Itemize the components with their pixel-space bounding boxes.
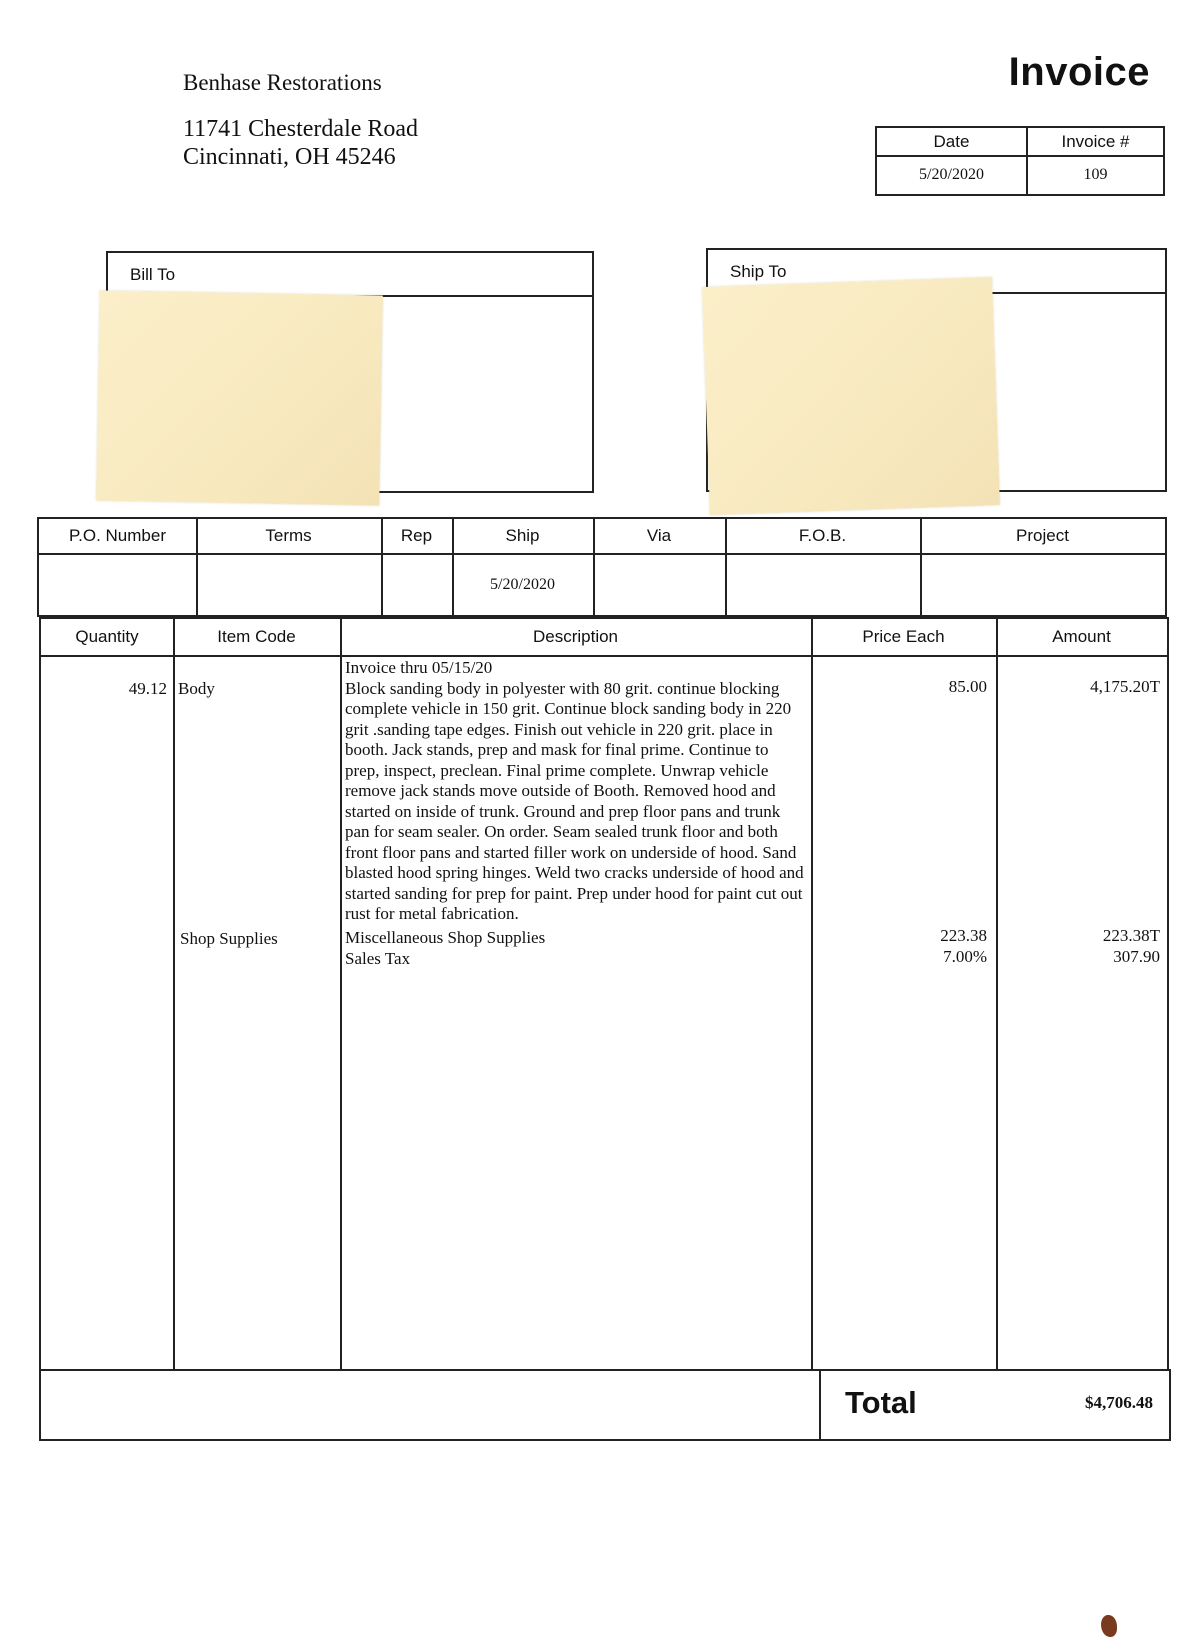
invoice-meta-box <box>875 126 1165 196</box>
po-number-header: P.O. Number <box>39 519 196 555</box>
fob-header: F.O.B. <box>725 519 920 555</box>
fob-value <box>725 555 920 615</box>
via-value <box>593 555 725 615</box>
ship-header: Ship <box>452 519 593 555</box>
ship-date-value: 5/20/2020 <box>490 576 555 593</box>
invoice-number-label: Invoice # <box>1026 128 1163 157</box>
quantity-header: Quantity <box>75 627 139 646</box>
description-header: Description <box>532 627 619 646</box>
company-name: Benhase Restorations <box>183 70 382 95</box>
total-value: $4,706.48 <box>1085 1393 1153 1412</box>
terms-header: Terms <box>196 519 381 555</box>
rep-header: Rep <box>381 519 452 555</box>
paper-stain-mark <box>1101 1615 1117 1637</box>
row2-price-each: 223.38 <box>940 926 987 945</box>
rep-value <box>381 555 452 615</box>
column-divider <box>340 619 342 1369</box>
date-label: Date <box>877 128 1026 157</box>
row1-price-each: 85.00 <box>948 677 987 696</box>
project-header: Project <box>920 519 1165 555</box>
line-items-table <box>39 617 1169 1371</box>
total-label: Total <box>845 1385 917 1420</box>
amount-header: Amount <box>1052 627 1111 646</box>
invoice-number: 109 <box>1026 155 1163 194</box>
row2-amount: 223.38T <box>1102 926 1160 945</box>
document-title: Invoice <box>1008 50 1150 94</box>
company-address-line2: Cincinnati, OH 45246 <box>183 144 396 170</box>
bill-to-label: Bill To <box>130 265 176 284</box>
terms-value <box>196 555 381 615</box>
description-intro: Invoice thru 05/15/20 <box>345 658 493 677</box>
row2-item-code: Shop Supplies <box>180 929 278 948</box>
ship-to-label: Ship To <box>730 262 787 281</box>
company-address <box>183 115 418 171</box>
price-each-header: Price Each <box>862 627 945 646</box>
redaction-sticky-note-ship-to <box>702 277 1000 515</box>
row3-price-each: 7.00% <box>943 947 987 966</box>
row3-amount: 307.90 <box>1113 947 1160 966</box>
po-number-value <box>39 555 196 615</box>
column-divider <box>725 519 727 615</box>
bill-to-header <box>108 253 592 297</box>
row1-quantity: 49.12 <box>128 679 167 698</box>
via-header: Via <box>593 519 725 555</box>
row1-description: Block sanding body in polyester with 80 grit. continue blocking complete vehicle in 150 grit. Continue block sanding body in 220 grit .sanding tape edges. Finish out vehicle in 220 grit. place in booth. Jack stands, prep and mask for final prime. Continue to prep, inspect, preclean. Final prime complete. Unwrap vehicle remove jack stands move outside of Booth. Removed hood and started on inside of trunk. Ground and prep floor pans and trunk pan for seam sealer. On order. Seam sealed trunk floor and both front floor pans and started filler work on underside of hood. Sand blasted hood spring hinges. Weld two cracks underside of hood and started sanding for prep for paint. Prep under hood for paint cut out rust for metal fabrication. <box>345 678 804 923</box>
invoice-date: 5/20/2020 <box>919 165 984 183</box>
order-info-table <box>37 517 1167 617</box>
company-address-line1: 11741 Chesterdale Road <box>183 116 419 142</box>
total-row <box>39 1369 1171 1441</box>
column-divider <box>173 619 175 1369</box>
row1-amount: 4,175.20T <box>1090 677 1160 696</box>
row1-item-code: Body <box>178 679 215 698</box>
item-code-header: Item Code <box>217 627 296 646</box>
column-divider <box>819 1371 821 1439</box>
column-divider <box>996 619 998 1369</box>
column-divider <box>196 519 198 615</box>
column-divider <box>452 519 454 615</box>
project-value <box>920 555 1165 615</box>
column-divider <box>593 519 595 615</box>
column-divider <box>811 619 813 1369</box>
column-divider <box>920 519 922 615</box>
row3-description: Sales Tax <box>345 949 411 968</box>
redaction-sticky-note-bill-to <box>96 291 383 506</box>
row2-description: Miscellaneous Shop Supplies <box>345 928 546 947</box>
column-divider <box>381 519 383 615</box>
